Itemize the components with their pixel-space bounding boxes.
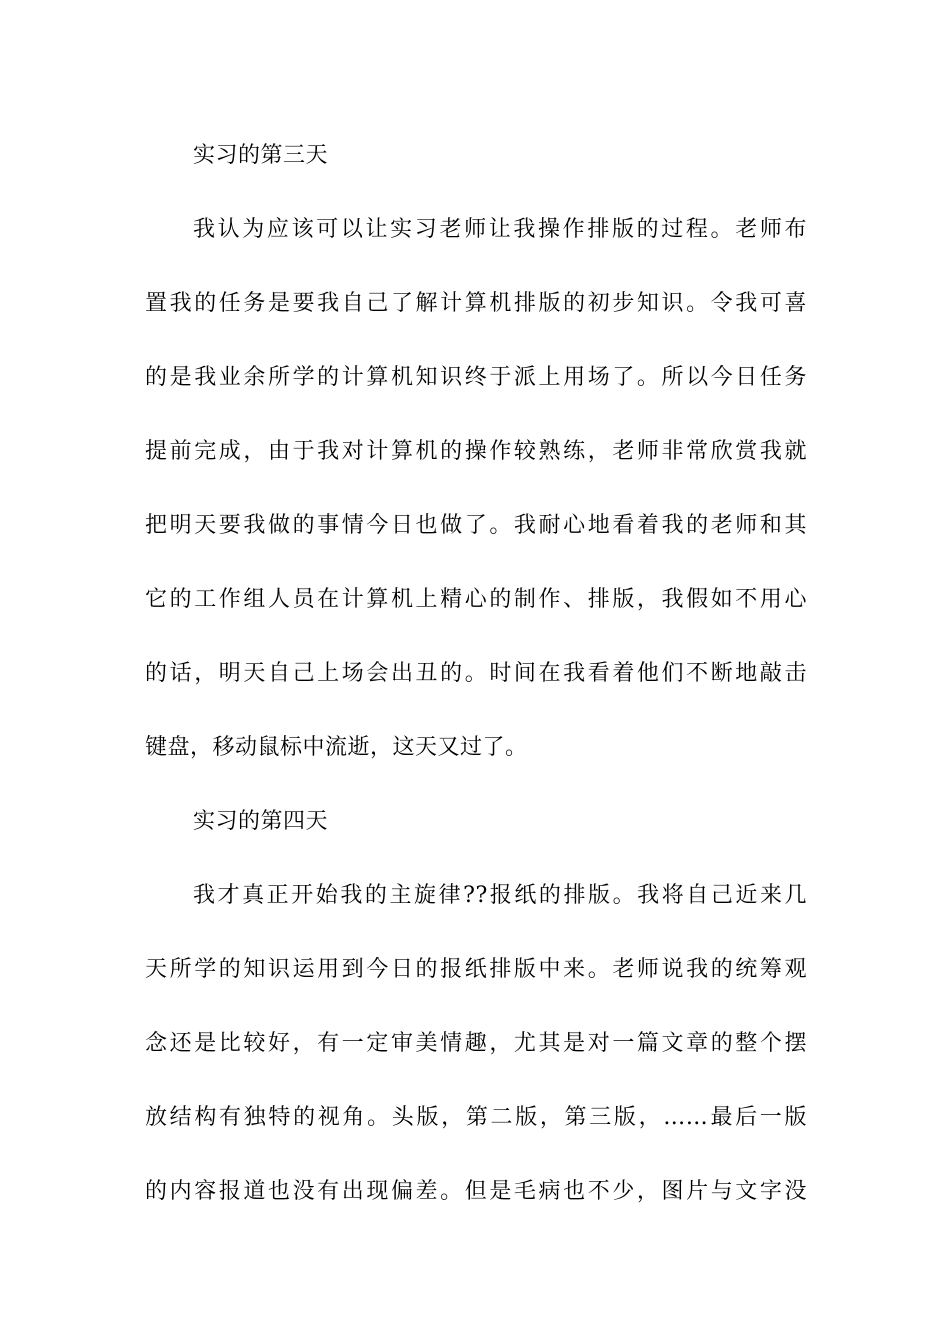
paragraph-line: 的话，明天自己上场会出丑的。时间在我看着他们不断地敲击 [145,661,807,686]
paragraph-line: 我才真正开始我的主旋律??报纸的排版。我将自己近来几 [193,883,807,908]
paragraph-line: 的是我业余所学的计算机知识终于派上用场了。所以今日任务 [145,365,807,390]
paragraph-line: 把明天要我做的事情今日也做了。我耐心地看着我的老师和其 [145,513,807,538]
paragraph-line: 的内容报道也没有出现偏差。但是毛病也不少，图片与文字没 [145,1179,807,1204]
section-heading-day-3: 实习的第三天 [193,143,329,168]
paragraph-line: 它的工作组人员在计算机上精心的制作、排版，我假如不用心 [145,587,807,612]
section-paragraph-day-3 [145,193,807,785]
document-body [145,119,807,1229]
paragraph-line: 我认为应该可以让实习老师让我操作排版的过程。老师布 [193,217,807,242]
section-paragraph-day-4 [145,859,807,1229]
section-heading-day-4: 实习的第四天 [193,809,329,834]
paragraph-line: 念还是比较好，有一定审美情趣，尤其是对一篇文章的整个摆 [145,1031,807,1056]
paragraph-line: 放结构有独特的视角。头版，第二版，第三版，……最后一版 [145,1105,807,1130]
paragraph-line: 置我的任务是要我自己了解计算机排版的初步知识。令我可喜 [145,291,807,316]
paragraph-line: 天所学的知识运用到今日的报纸排版中来。老师说我的统筹观 [145,957,807,982]
paragraph-line: 提前完成，由于我对计算机的操作较熟练，老师非常欣赏我就 [145,439,807,464]
paragraph-line: 键盘，移动鼠标中流逝，这天又过了。 [145,735,528,760]
